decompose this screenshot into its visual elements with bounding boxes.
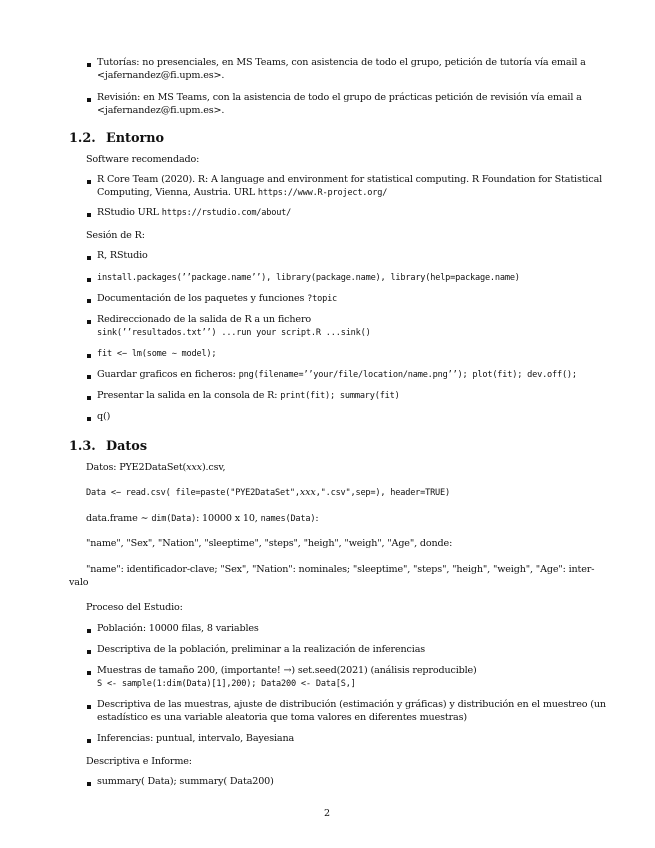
variable-description-line-1: "name": identificador-clave; "Sex", "Nation": nominales; "sleeptime", "steps", "heigh", "weigh", "Age": inter- (86, 564, 595, 575)
bullet-marker (87, 98, 91, 102)
bullet-marker (87, 320, 91, 324)
bullet-marker (87, 278, 91, 282)
session-item-documentacion (97, 293, 337, 306)
dataframe-text-a: data.frame ∼ (86, 513, 152, 524)
section-title: Entorno (106, 131, 165, 146)
bullet-marker (87, 650, 91, 654)
png-code: png(filename=’’your/file/location/name.png’’); plot(fit); dev.off(); (238, 370, 577, 380)
proceso-item-inferencias: Inferencias: puntual, intervalo, Bayesiana (97, 733, 295, 744)
session-item-redireccionado-line-1: Redireccionado de la salida de R a un fichero (97, 314, 312, 325)
session-item-install-packages: install.packages(’’package.name’’), library(package.name), library(help=package.name) (97, 273, 520, 283)
session-item-r-rstudio: R, RStudio (97, 250, 148, 261)
section-title: Datos (106, 439, 148, 454)
r-core-line-1: R Core Team (2020). R: A language and environment for statistical computing. R Foundation for Statistical (97, 174, 603, 185)
proceso-label: Proceso del Estudio: (86, 602, 183, 613)
session-item-quit: q() (97, 411, 111, 422)
rstudio-line (97, 207, 291, 220)
rstudio-url[interactable]: https://rstudio.com/about/ (161, 208, 292, 218)
section-heading-datos (69, 439, 147, 454)
bullet-marker (87, 782, 91, 786)
page-number: 2 (323, 808, 331, 819)
revision-line-1: Revisión: en MS Teams, con la asistencia de todo el grupo de prácticas petición de revisión vía email a (97, 92, 582, 103)
bullet-marker (87, 375, 91, 379)
bullet-marker (87, 705, 91, 709)
software-label: Software recomendado: (86, 154, 200, 165)
datos-prefix: Datos: PYE2DataSet( (86, 462, 187, 473)
sink-code: sink(’’resultados.txt’’) ...run your script.R ...sink() (97, 328, 371, 338)
names-code: names(Data) (260, 514, 316, 524)
read-csv-code-b: ,".csv",sep=), header=TRUE) (315, 488, 450, 498)
proceso-item-muestras-line-1: Muestras de tamaño 200, (importante! →) set.seed(2021) (análisis reproducible) (97, 665, 477, 676)
bullet-marker (87, 417, 91, 421)
descriptiva-item-summary: summary( Data); summary( Data200) (97, 776, 274, 787)
bullet-marker (87, 396, 91, 400)
bullet-marker (87, 739, 91, 743)
tutorias-line-1: Tutorías: no presenciales, en MS Teams, con asistencia de todo el grupo, petición de tutoría vía email a (97, 57, 586, 68)
variable-names-line: "name", "Sex", "Nation", "sleeptime", "steps", "heigh", "weigh", "Age", donde: (86, 538, 453, 549)
proceso-item-descriptiva-muestras-line-1: Descriptiva de las muestras, ajuste de distribución (estimación y gráficas) y distribución en el muestreo (un (97, 699, 606, 710)
bullet-marker (87, 629, 91, 633)
bullet-marker (87, 671, 91, 675)
bullet-marker (87, 63, 91, 67)
bullet-marker (87, 213, 91, 217)
datos-file-line (86, 462, 225, 475)
dataframe-text-c: : (315, 513, 319, 524)
section-heading-entorno (69, 131, 164, 146)
read-csv-var: xxx (299, 487, 316, 498)
rstudio-text: RStudio URL (97, 207, 162, 218)
session-label: Sesión de R: (86, 230, 145, 241)
section-number: 1.2. (69, 131, 96, 146)
descriptiva-label: Descriptiva e Informe: (86, 756, 192, 767)
session-item-guardar-graficos (97, 369, 577, 382)
revision-line-2: <jafernandez@fi.upm.es>. (97, 105, 225, 116)
session-item-fit-lm: fit <− lm(some ∼ model); (97, 349, 217, 359)
bullet-marker (87, 180, 91, 184)
dataframe-text-b: : 10000 x 10, (196, 513, 261, 524)
proceso-item-descriptiva-muestras-line-2: estadístico es una variable aleatoria que toma valores en diferentes muestras) (97, 712, 467, 723)
datos-var: xxx (186, 462, 202, 473)
r-project-url[interactable]: https://www.R-project.org/ (257, 188, 388, 198)
guardar-text: Guardar graficos en ficheros: (97, 369, 239, 380)
sample-code: S <- sample(1:dim(Data)[1],200); Data200 <- Data[S,] (97, 679, 356, 689)
variable-description-line-2: valo (69, 577, 89, 588)
presentar-text: Presentar la salida en la consola de R: (97, 390, 281, 401)
read-csv-line (86, 487, 450, 500)
datos-suffix: ).csv, (201, 462, 226, 473)
section-number: 1.3. (69, 439, 96, 454)
bullet-marker (87, 354, 91, 358)
bullet-marker (87, 299, 91, 303)
proceso-item-poblacion: Población: 10000 filas, 8 variables (97, 623, 259, 634)
dataframe-line (86, 513, 318, 526)
r-core-text: Computing, Vienna, Austria. URL (97, 187, 258, 198)
session-item-presentar-salida (97, 390, 400, 403)
r-core-line-2 (97, 187, 387, 200)
print-code: print(fit); summary(fit) (280, 391, 400, 401)
bullet-marker (87, 256, 91, 260)
documentacion-text: Documentación de los paquetes y funciones (97, 293, 308, 304)
tutorias-line-2: <jafernandez@fi.upm.es>. (97, 70, 225, 81)
topic-code: ?topic (307, 294, 338, 304)
read-csv-code-a: Data <− read.csv( file=paste("PYE2DataSet", (86, 488, 300, 498)
proceso-item-descriptiva-poblacion: Descriptiva de la población, preliminar a la realización de inferencias (97, 644, 426, 655)
dim-code: dim(Data) (151, 514, 197, 524)
